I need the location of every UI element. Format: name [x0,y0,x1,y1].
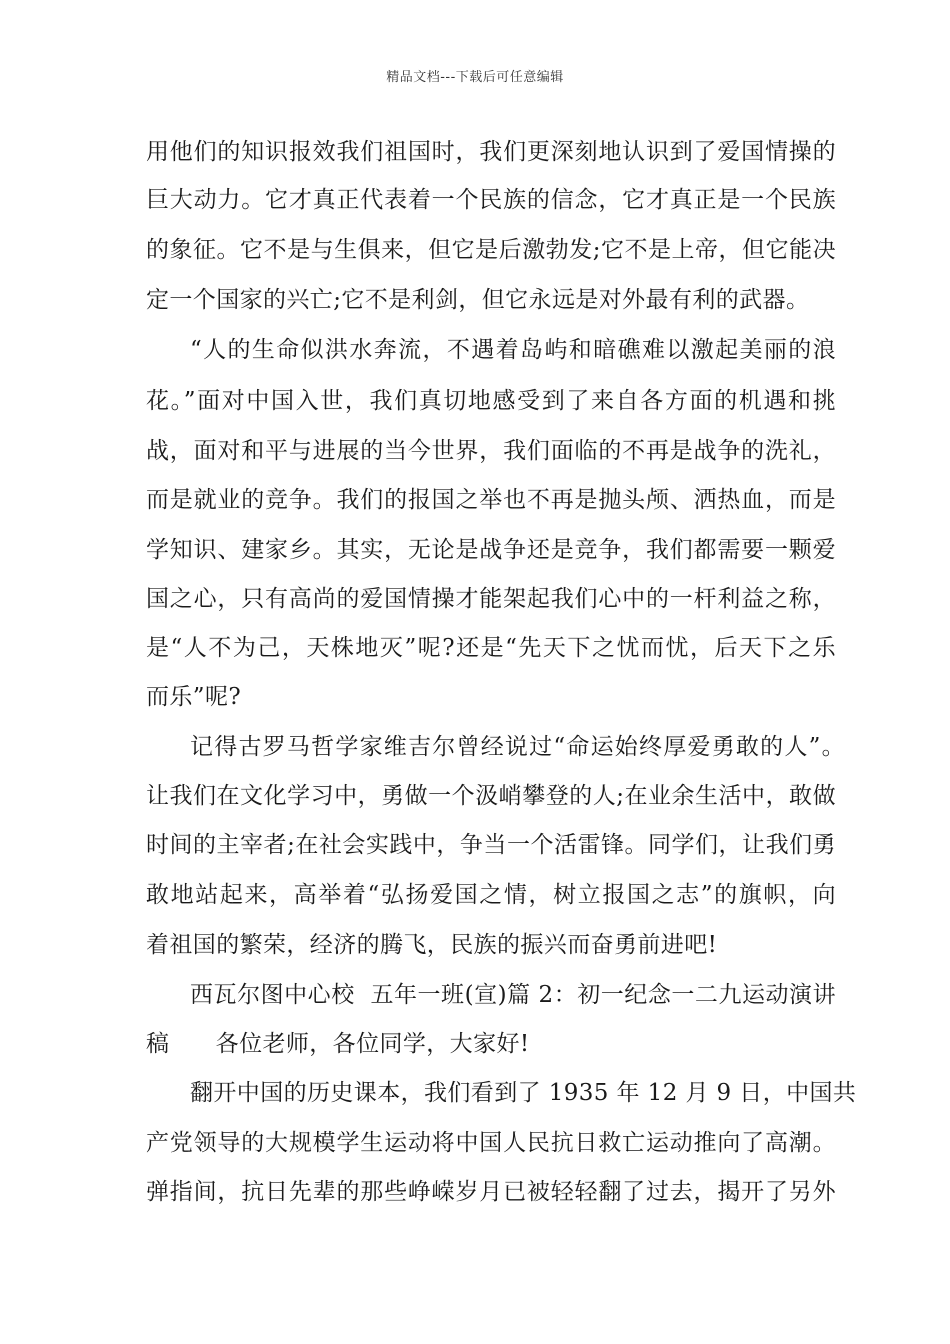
text-line: 的象征。它不是与生俱来，但它是后激勃发;它不是上帝，但它能决 [146,237,836,263]
text-line: 翻开中国的历史课本，我们看到了 1935 年 12 月 9 日，中国共 [190,1080,857,1106]
text-line: 战，面对和平与进展的当今世界，我们面临的不再是战争的洗礼， [146,438,836,464]
text-line: 定一个国家的兴亡;它不是利剑，但它永远是对外最有利的武器。 [146,287,810,313]
text-line: 让我们在文化学习中，勇做一个汲峭攀登的人;在业余生活中，敢做 [146,783,836,809]
text-line: 学知识、建家乡。其实，无论是战争还是竞争，我们都需要一颗爱 [146,537,836,563]
text-line: 国之心，只有高尚的爱国情操才能架起我们心中的一杆利益之称， [146,586,836,612]
text-line: 而乐”呢? [146,684,242,710]
text-line: 弹指间，抗日先辈的那些峥嵘岁月已被轻轻翻了过去，揭开了另外 [146,1179,836,1205]
text-line: 着祖国的繁荣，经济的腾飞，民族的振兴而奋勇前进吧! [146,932,718,958]
text-line: 稿 各位老师，各位同学，大家好! [146,1031,530,1057]
text-line: “人的生命似洪水奔流，不遇着岛屿和暗礁难以激起美丽的浪 [190,337,836,363]
text-line: 用他们的知识报效我们祖国时，我们更深刻地认识到了爱国情操的 [146,139,836,165]
text-line: 西瓦尔图中心校 五年一班(宣)篇 2：初一纪念一二九运动演讲 [190,982,836,1008]
text-line: 而是就业的竞争。我们的报国之举也不再是抛头颅、洒热血，而是 [146,487,836,513]
text-line: 时间的主宰者;在社会实践中，争当一个活雷锋。同学们，让我们勇 [146,832,836,858]
page-header: 精品文档---下载后可任意编辑 [386,70,564,85]
text-line: 记得古罗马哲学家维吉尔曾经说过“命运始终厚爱勇敢的人”。 [190,734,845,760]
text-line: 花。”面对中国入世，我们真切地感受到了来自各方面的机遇和挑 [146,388,836,414]
text-line: 产党领导的大规模学生运动将中国人民抗日救亡运动推向了高潮。 [146,1130,836,1156]
text-line: 敢地站起来，高举着“弘扬爱国之情，树立报国之志”的旗帜，向 [146,882,836,908]
text-line: 是“人不为己，天株地灭”呢?还是“先天下之忧而忧，后天下之乐 [146,635,836,661]
text-line: 巨大动力。它才真正代表着一个民族的信念，它才真正是一个民族 [146,187,836,213]
